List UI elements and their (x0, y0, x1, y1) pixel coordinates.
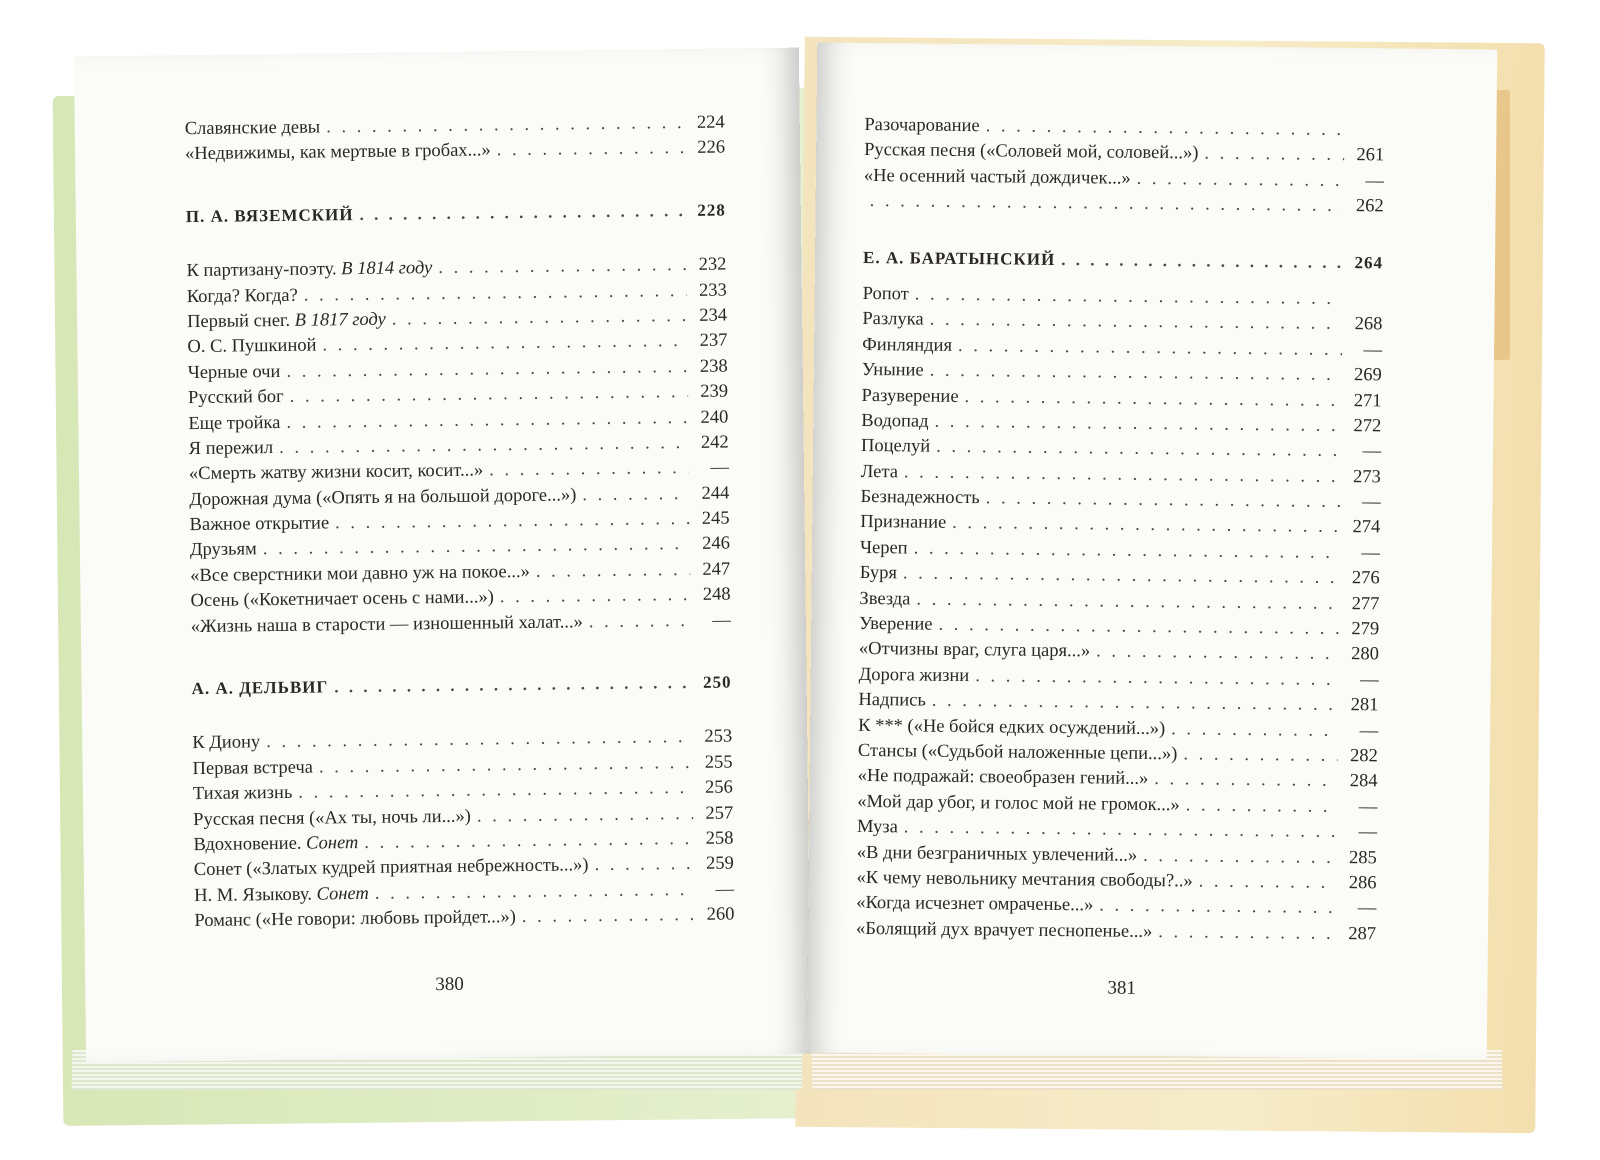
entry-page: 261 (1356, 145, 1385, 166)
entry-page: — (1357, 898, 1377, 919)
leader-dots (536, 558, 691, 585)
entry-title: Муза (856, 817, 898, 838)
entry-title: «В дни безграничных увлечений...» (856, 842, 1138, 866)
entry-page: — (715, 879, 735, 900)
entry-page: 238 (699, 356, 728, 377)
entry-page: 257 (705, 803, 734, 824)
entry-page: 271 (1353, 390, 1382, 411)
entry-title: К Диону (192, 732, 261, 754)
entry-title: Лета (860, 461, 899, 483)
entry-title: «Болящий дух врачует песнопенье...» (855, 918, 1153, 942)
entry-title: Надпись (858, 690, 926, 711)
entry-page: 259 (705, 853, 734, 875)
entry-title: Водопад (861, 410, 929, 432)
entry-page: 262 (1355, 196, 1384, 217)
author-name: Е. А. БАРАТЫНСКИЙ (862, 247, 1056, 269)
entry-title: Разуверение (861, 385, 959, 407)
entry-page: 242 (700, 432, 729, 453)
entry-page: 234 (699, 305, 728, 326)
entry-page: 245 (701, 508, 730, 529)
entry-page: 280 (1351, 644, 1380, 665)
entry-title: «Недвижимы, как мертвые в гробах...» (184, 140, 491, 165)
entry-title: Русская песня («Соловей мой, соловей...») (864, 140, 1199, 164)
author-page: 264 (1354, 252, 1384, 272)
entry-title: Поцелуй (860, 436, 931, 457)
author-name: П. А. ВЯЗЕМСКИЙ (185, 204, 354, 226)
left-page (74, 48, 811, 1063)
leader-dots (1061, 247, 1343, 275)
entry-page: — (710, 457, 730, 479)
leader-dots (1186, 793, 1338, 820)
entry-page: — (1360, 669, 1379, 691)
author-page: 228 (697, 200, 726, 220)
leader-dots (1096, 640, 1339, 668)
entry-page: 240 (700, 407, 729, 428)
leader-dots (986, 486, 1341, 515)
entry-title: Разочарование (864, 114, 980, 137)
leader-dots (522, 903, 695, 931)
page-number-right: 381 (1107, 977, 1137, 999)
entry-page: 286 (1348, 873, 1377, 894)
leader-dots (500, 583, 691, 611)
entry-page: 226 (697, 137, 726, 159)
entry-title: «Жизнь наша в старости — изношенный халат...» (190, 611, 583, 637)
entry-page: — (1361, 492, 1381, 513)
entry-title: К партизану-поэту. В 1814 году (186, 258, 433, 282)
entry-title: «Не подражай: своеобразен гений...» (857, 766, 1149, 790)
author-page: 250 (702, 672, 732, 692)
leader-dots (1183, 742, 1338, 769)
entry-page: 233 (698, 280, 727, 301)
entry-page: 256 (704, 777, 733, 799)
toc-entry (194, 903, 734, 935)
leader-dots (582, 482, 689, 509)
toc-entry (856, 917, 1376, 948)
entry-page: 260 (706, 904, 735, 925)
entry-page: — (1359, 720, 1379, 741)
leader-dots (359, 198, 686, 227)
leader-dots (375, 878, 695, 907)
entry-page: 224 (696, 112, 725, 133)
entry-title: «К чему невольнику мечтания свободы?..» (856, 867, 1193, 892)
leader-dots (1158, 920, 1336, 947)
entry-page: 258 (705, 828, 734, 849)
page-number-left: 380 (435, 973, 464, 996)
entry-page: 246 (702, 533, 731, 555)
right-toc (856, 113, 1385, 948)
entry-page: 282 (1350, 746, 1378, 767)
author-name: А. А. ДЕЛЬВИГ (191, 677, 329, 699)
entry-page: 285 (1348, 847, 1377, 868)
entry-title: Еще тройка (188, 412, 281, 434)
entry-title: Н. М. Языкову. Сонет (194, 883, 369, 906)
toc-entry (859, 587, 1379, 618)
entry-page: 255 (704, 752, 733, 773)
leader-dots (477, 802, 694, 830)
toc-entry (864, 189, 1384, 220)
entry-title: Дорога жизни (858, 664, 970, 686)
entry-title: Уныние (861, 360, 924, 381)
entry-title: Сонет («Златых кудрей приятная небрежность...») (193, 855, 589, 881)
entry-page: 239 (700, 381, 729, 402)
entry-title: Ропот (862, 283, 909, 305)
entry-title: К *** («Не бойся едких осуждений...») (858, 715, 1166, 739)
leader-dots (1154, 767, 1338, 794)
entry-page: 247 (702, 559, 731, 580)
leader-dots (589, 609, 691, 636)
entry-title: Признание (860, 512, 947, 534)
entry-title: Финляндия (862, 334, 953, 356)
entry-title: «Не осенний частый дождичек...» (863, 165, 1131, 189)
entry-page: 276 (1351, 568, 1380, 589)
entry-page: 277 (1351, 593, 1380, 615)
leader-dots (1143, 843, 1337, 870)
entry-page: 232 (698, 254, 727, 276)
leader-dots (1171, 717, 1338, 744)
entry-page: — (712, 610, 731, 631)
leader-dots (870, 189, 1344, 219)
entry-title: «Мой дар убог, и голос мой не громок...» (857, 791, 1180, 816)
entry-title: Друзьям (189, 539, 257, 561)
entry-page: 248 (702, 584, 731, 606)
leader-dots (964, 385, 1341, 414)
entry-title: Первый снег. В 1817 году (187, 309, 386, 333)
leader-dots (334, 670, 692, 700)
leader-dots (1204, 142, 1344, 169)
entry-page: 279 (1351, 619, 1380, 640)
entry-title: Русская песня («Ах ты, ночь ли...») (193, 806, 472, 830)
entry-page: — (1358, 796, 1378, 818)
entry-page: 244 (701, 483, 730, 504)
entry-title: Буря (859, 563, 898, 584)
entry-title: Тихая жизнь (192, 783, 293, 805)
leader-dots (489, 456, 689, 484)
entry-title: Вдохновение. Сонет (193, 833, 359, 856)
leader-dots (497, 136, 686, 164)
entry-title: Когда? Когда? (186, 285, 298, 307)
leader-dots (975, 664, 1339, 693)
leader-dots (1198, 869, 1336, 896)
entry-title: О. С. Пушкиной (187, 335, 317, 358)
entry-page: 273 (1352, 466, 1381, 488)
entry-page: — (1365, 170, 1384, 192)
left-toc (185, 111, 735, 935)
entry-page: 269 (1353, 365, 1382, 386)
entry-title: Русский бог (187, 387, 284, 409)
entry-page: 253 (704, 726, 733, 748)
leader-dots (986, 114, 1345, 143)
entry-title: Важное открытие (189, 513, 330, 536)
entry-page: 274 (1352, 517, 1381, 538)
entry-title: Звезда (859, 588, 911, 610)
entry-page: 281 (1350, 695, 1379, 716)
entry-title: «Когда исчезнет омраченье...» (856, 893, 1094, 916)
leader-dots (392, 304, 688, 333)
entry-title: Я пережил (188, 437, 274, 459)
entry-title: Безнадежность (860, 487, 980, 509)
entry-title: Первая встреча (192, 757, 314, 779)
leader-dots (438, 253, 686, 281)
entry-title: Черные очи (187, 361, 281, 383)
entry-page: — (1361, 543, 1381, 564)
entry-title: Романс («Не говори: любовь пройдет...») (194, 907, 516, 932)
entry-title: Разлука (862, 309, 924, 330)
leader-dots (1099, 894, 1336, 922)
entry-title: Славянские девы (184, 117, 321, 140)
entry-title: Дорожная дума («Опять я на большой дороге...») (189, 485, 577, 510)
entry-title: Уверение (859, 613, 933, 635)
entry-title: Осень («Кокетничает осень с нами...») (190, 587, 494, 612)
entry-page: — (1363, 339, 1383, 361)
entry-page: 287 (1348, 923, 1377, 945)
entry-title: Стансы («Судьбой наложенные цепи...») (857, 740, 1178, 765)
entry-title: «Смерть жатву жизни косит, косит...» (188, 460, 484, 485)
entry-page: 284 (1349, 771, 1378, 792)
entry-title: Череп (859, 537, 908, 559)
entry-page: 268 (1354, 314, 1383, 335)
entry-title: «Отчизны враг, слуга царя...» (858, 639, 1091, 662)
author-heading (863, 245, 1383, 276)
entry-page: — (1362, 441, 1382, 462)
leader-dots (594, 852, 694, 879)
entry-page: 237 (699, 330, 728, 352)
entry-title: «Все сверстники мои давно уж на покое...» (190, 561, 530, 586)
right-page (807, 42, 1498, 1059)
entry-page: 272 (1353, 416, 1382, 437)
leader-dots (1136, 167, 1344, 195)
entry-page: — (1358, 822, 1378, 843)
